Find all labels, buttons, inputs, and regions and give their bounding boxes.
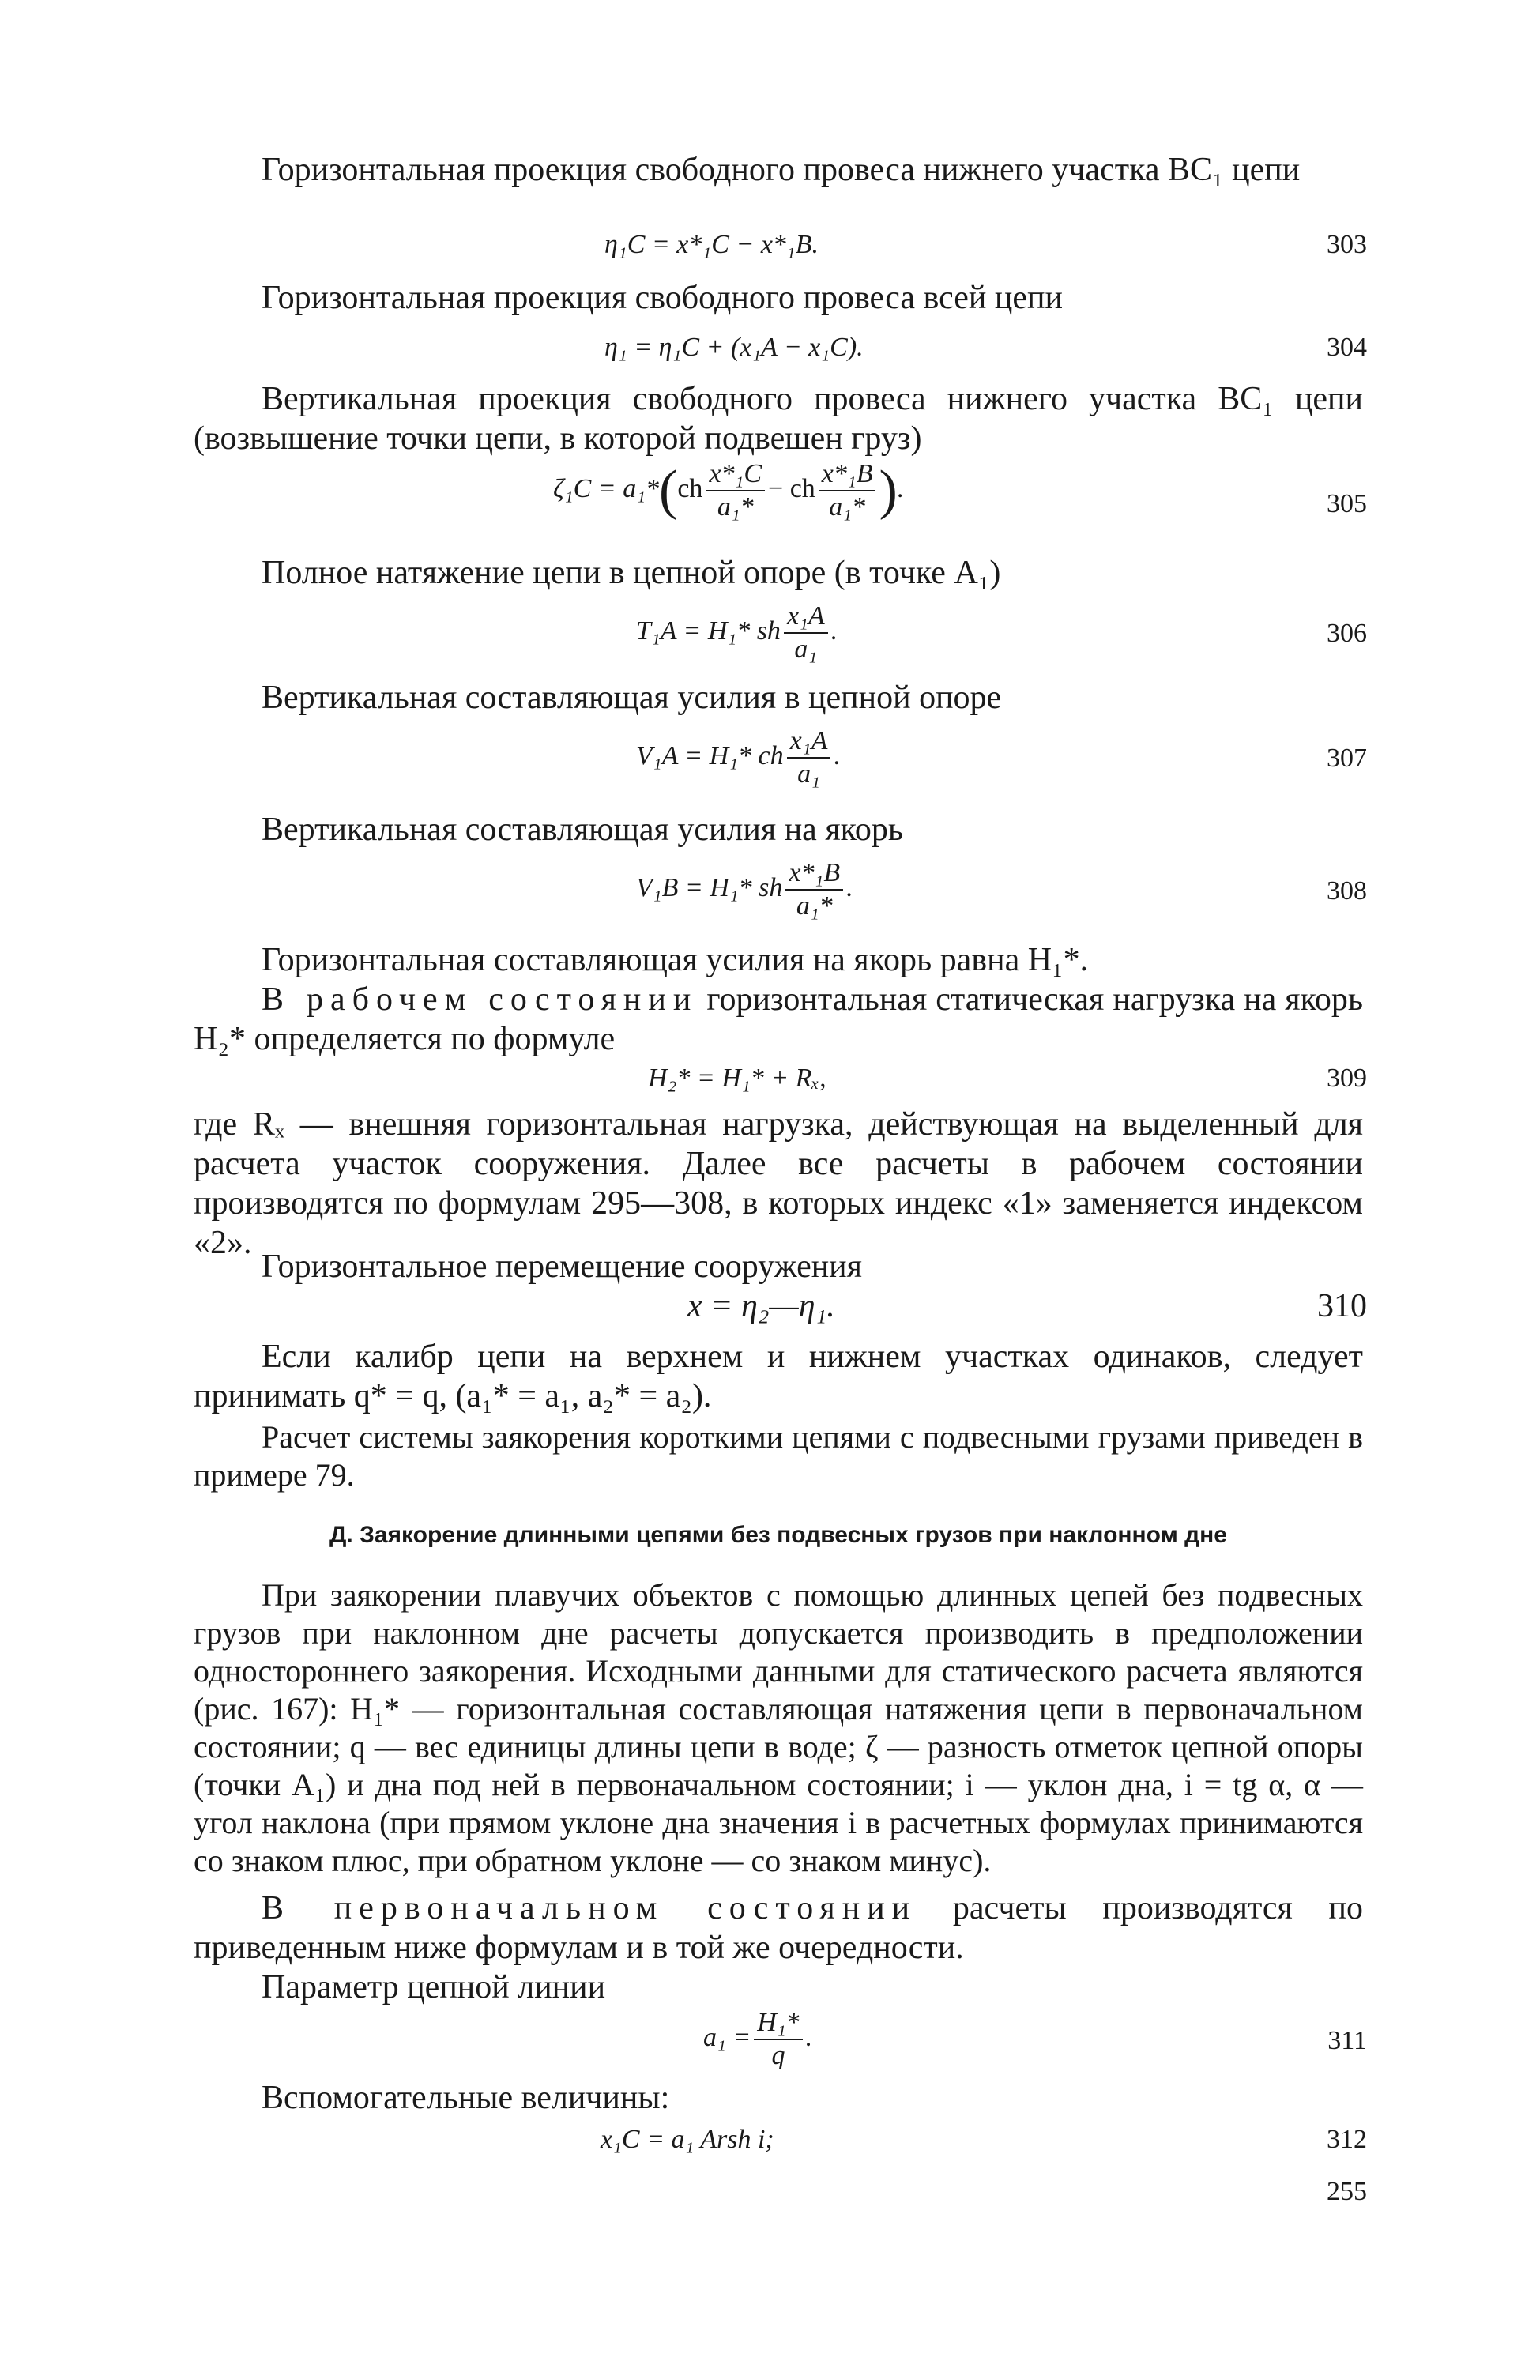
formula-307-tail: . [834, 740, 841, 770]
formula-309: H₂* = H₁* + Rₓ, [648, 1064, 826, 1093]
paragraph-external-load: где Rₓ — внешняя горизонтальная нагрузка, действующая на выделенный для расчета участок сооружения. Далее все расчеты в рабочем состоянии производятся по формулам 295—308, в которых индекс «1» заменяется индексом «2». [194, 1106, 1363, 1261]
formula-305-fraction-2 [819, 458, 876, 523]
formula-305-tail: . [897, 473, 905, 503]
formula-307-numerator: x₁A [787, 725, 831, 759]
equation-number-304: 304 [1327, 333, 1367, 362]
formula-311-numerator: H₁* [754, 2007, 802, 2040]
formula-311-tail: . [805, 2022, 813, 2052]
paragraph-horizontal-projection-chain: Горизонтальная проекция свободного провеса всей цепи [262, 280, 1063, 316]
paragraph-chain-caliber: Если калибр цепи на верхнем и нижнем участках одинаков, следует принимать q* = q, (a₁* = a₁, a₂* = a₂). [194, 1339, 1363, 1414]
formula-304: η₁ = η₁C + (x₁A − x₁C). [604, 333, 864, 362]
formula-306-tail: . [830, 616, 838, 646]
equation-number-312: 312 [1327, 2125, 1367, 2154]
formula-306-numerator: x₁A [784, 601, 828, 634]
equation-number-305: 305 [1327, 489, 1367, 518]
formula-306-denominator: a₁ [794, 635, 818, 664]
formula-311 [703, 2007, 812, 2072]
equation-number-311: 311 [1327, 2026, 1367, 2055]
paragraph-horizontal-projection-lower: Горизонтальная проекция свободного провеса нижнего участка BC₁ цепи [262, 152, 1301, 188]
paragraph-long-chains: При заякорении плавучих объектов с помощью длинных цепей без подвесных грузов при наклонном дне расчеты допускается производить в предположении одностороннего заякорения. Исходными данными для статического расчета являются (рис. 167): H₁* — горизонтальная составляющая натяжения цепи в первоначальном состоянии; q — вес единицы длины цепи в воде; ζ — разность отметок цепной опоры (точки A₁) и дна под ней в первоначальном состоянии; i — уклон дна, i = tg α, α — угол наклона (при прямом уклоне дна значения i в расчетных формулах принимаются со знаком плюс, при обратном уклоне — со знаком минус). [194, 1577, 1363, 1878]
formula-305-denominator-2: a₁* [829, 492, 866, 522]
paragraph-initial-state [194, 1889, 1363, 1968]
formula-305-minus-ch: − ch [768, 473, 815, 503]
formula-305-fraction-1 [706, 458, 765, 523]
formula-305 [553, 458, 904, 523]
working-state-text: горизонтальная статическая нагрузка на якорь H₂* определяется по формуле [194, 981, 1363, 1057]
working-state-spaced-term: В рабочем состоянии [262, 981, 698, 1018]
formula-308-left: V₁B = H₁* sh [636, 872, 783, 902]
paragraph-horizontal-displacement: Горизонтальное перемещение сооружения [262, 1248, 862, 1285]
paragraph-auxiliary-values: Вспомогательные величины: [262, 2080, 670, 2116]
equation-number-308: 308 [1327, 876, 1367, 906]
page-number: 255 [1327, 2177, 1367, 2206]
formula-305-left: ζ₁C = a₁* [553, 473, 660, 503]
formula-308-denominator: a₁* [796, 891, 833, 921]
formula-308-numerator: x*₁B [785, 857, 843, 891]
formula-305-close-paren: ) [879, 460, 898, 521]
formula-308 [636, 857, 853, 922]
equation-number-309: 309 [1327, 1064, 1367, 1093]
equation-number-307: 307 [1327, 744, 1367, 773]
formula-303: η₁C = x*₁C − x*₁B. [604, 230, 819, 259]
formula-305-open-paren: ( [659, 460, 678, 521]
paragraph-catenary-parameter: Параметр цепной линии [262, 1969, 606, 2005]
paragraph-working-state [194, 980, 1363, 1059]
paragraph-full-tension: Полное натяжение цепи в цепной опоре (в точке A₁) [262, 555, 1001, 591]
formula-305-numerator-2: x*₁B [819, 458, 876, 491]
equation-number-306: 306 [1327, 619, 1367, 648]
formula-306 [636, 601, 838, 665]
paragraph-vertical-component-anchor: Вертикальная составляющая усилия на якорь [262, 812, 904, 848]
section-heading: Д. Заякорение длинными цепями без подвесных грузов при наклонном дне [329, 1522, 1227, 1548]
formula-306-left: T₁A = H₁* sh [636, 616, 781, 646]
formula-305-numerator-1: x*₁C [706, 458, 765, 491]
formula-311-denominator: q [771, 2041, 785, 2070]
equation-number-310: 310 [1317, 1288, 1367, 1324]
paragraph-vertical-projection: Вертикальная проекция свободного провеса нижнего участка BC₁ цепи (возвышение точки цепи, в которой подвешен груз) [194, 381, 1363, 457]
equation-number-303: 303 [1327, 230, 1367, 259]
formula-307 [636, 725, 841, 790]
formula-307-left: V₁A = H₁* ch [636, 740, 784, 770]
formula-308-fraction [785, 857, 843, 922]
formula-312: x₁C = a₁ Arsh i; [601, 2125, 774, 2154]
initial-state-spaced-term: В первоначальном состоянии [262, 1890, 917, 1926]
paragraph-vertical-component-support: Вертикальная составляющая усилия в цепной опоре [262, 680, 1002, 716]
formula-310: x = η₂—η₁. [687, 1288, 835, 1324]
initial-state-text: расчеты производятся по приведенным ниже формулам и в той же очередности. [194, 1890, 1363, 1966]
formula-311-fraction [754, 2007, 802, 2072]
formula-311-left: a₁ = [703, 2022, 751, 2052]
formula-308-tail: . [846, 872, 853, 902]
formula-305-ch: ch [677, 473, 703, 503]
formula-307-denominator: a₁ [797, 759, 820, 789]
paragraph-horizontal-component-anchor: Горизонтальная составляющая усилия на якорь равна H₁*. [262, 942, 1089, 978]
paragraph-example-reference: Расчет системы заякорения короткими цепями с подвесными грузами приведен в примере 79. [194, 1419, 1363, 1493]
formula-306-fraction [784, 601, 828, 665]
formula-305-denominator-1: a₁* [717, 492, 754, 522]
formula-307-fraction [787, 725, 831, 790]
